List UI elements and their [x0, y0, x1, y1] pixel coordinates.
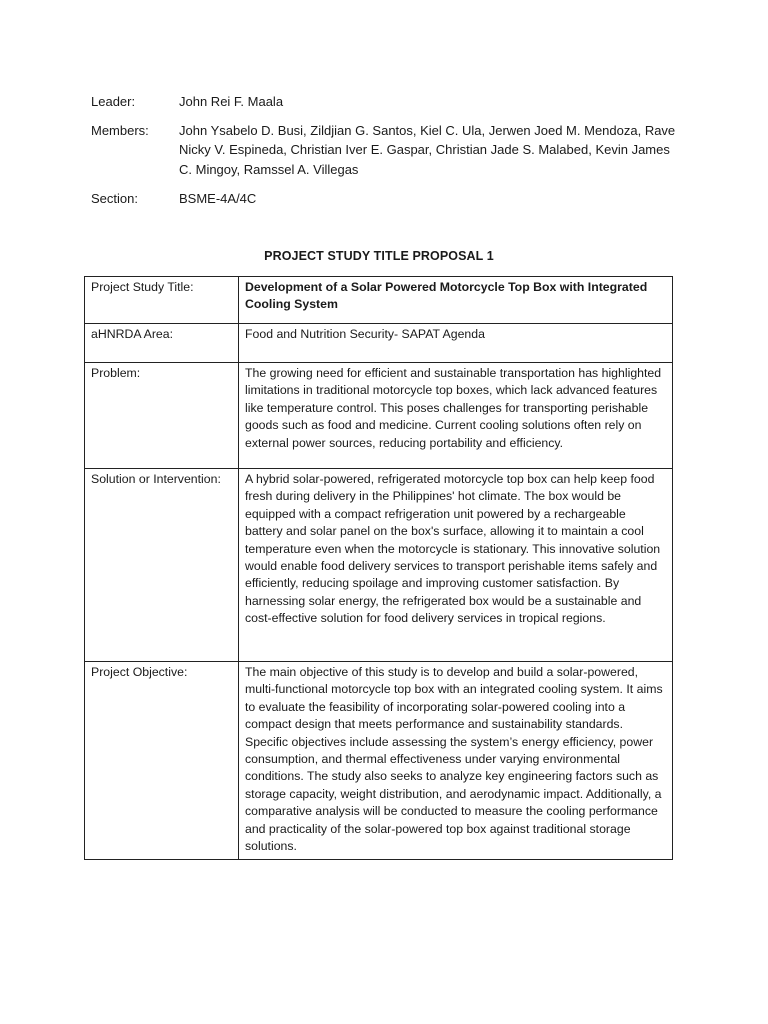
- table-row-objective: [85, 662, 673, 860]
- leader-label: Leader:: [91, 94, 136, 109]
- leader-row: [91, 92, 691, 111]
- solution-label: Solution or Intervention:: [85, 469, 239, 662]
- project-study-title-label: Project Study Title:: [85, 277, 239, 324]
- ahnrda-area-value: Food and Nutrition Security- SAPAT Agenda: [239, 324, 673, 363]
- members-row: [91, 121, 691, 179]
- section-label: Section:: [91, 191, 138, 206]
- problem-label: Problem:: [85, 363, 239, 469]
- table-row-area: [85, 324, 673, 363]
- objective-value: The main objective of this study is to develop and build a solar-powered, multi-functional motorcycle top box with an integrated cooling system. It aims to evaluate the feasibility of incorporating solar-powered cooling into a compact design that meets performance and sustainability standards. Specific objectives include assessing the system’s energy efficiency, power consumption, and thermal effectiveness under varying environmental conditions. The study also seeks to analyze key engineering factors such as storage capacity, weight distribution, and aerodynamic impact. Additionally, a comparative analysis will be conducted to measure the cooling performance and practicality of the solar-powered top box against traditional storage solutions.: [239, 662, 673, 860]
- table-row-solution: [85, 469, 673, 662]
- leader-value: John Rei F. Maala: [179, 94, 284, 109]
- section-value: BSME-4A/4C: [179, 191, 257, 206]
- members-label: Members:: [91, 123, 149, 138]
- solution-value: A hybrid solar-powered, refrigerated motorcycle top box can help keep food fresh during delivery in the Philippines' hot climate. The box would be equipped with a compact refrigeration unit powered by a rechargeable battery and solar panel on the box's surface, allowing it to maintain a cool temperature even when the motorcycle is stationary. This innovative solution would enable food delivery services to transport perishable items safely and efficiently, reducing spoilage and improving customer satisfaction. By harnessing solar energy, the refrigerated box would be a sustainable and cost-effective solution for food delivery services in tropical regions.: [239, 469, 673, 662]
- table-row-problem: [85, 363, 673, 469]
- section-row: [91, 189, 691, 208]
- project-study-title-value: Development of a Solar Powered Motorcycle Top Box with Integrated Cooling System: [239, 277, 673, 324]
- ahnrda-area-label: aHNRDA Area:: [85, 324, 239, 363]
- members-value: John Ysabelo D. Busi, Zildjian G. Santos, Kiel C. Ula, Jerwen Joed M. Mendoza, Rave Nicky V. Espineda, Christian Iver E. Gaspar, Christian Jade S. Malabed, Kevin James C. Mingoy, Ramssel A. Villegas: [179, 123, 676, 177]
- proposal-heading: PROJECT STUDY TITLE PROPOSAL 1: [264, 249, 494, 263]
- objective-label: Project Objective:: [85, 662, 239, 860]
- problem-value: The growing need for efficient and sustainable transportation has highlighted limitations in traditional motorcycle top boxes, which lack advanced features like temperature control. This poses challenges for transporting perishable goods such as food and medicine. Current cooling solutions often rely on external power sources, reducing portability and efficiency.: [239, 363, 673, 469]
- proposal-table: [84, 276, 673, 860]
- table-row-title: [85, 277, 673, 324]
